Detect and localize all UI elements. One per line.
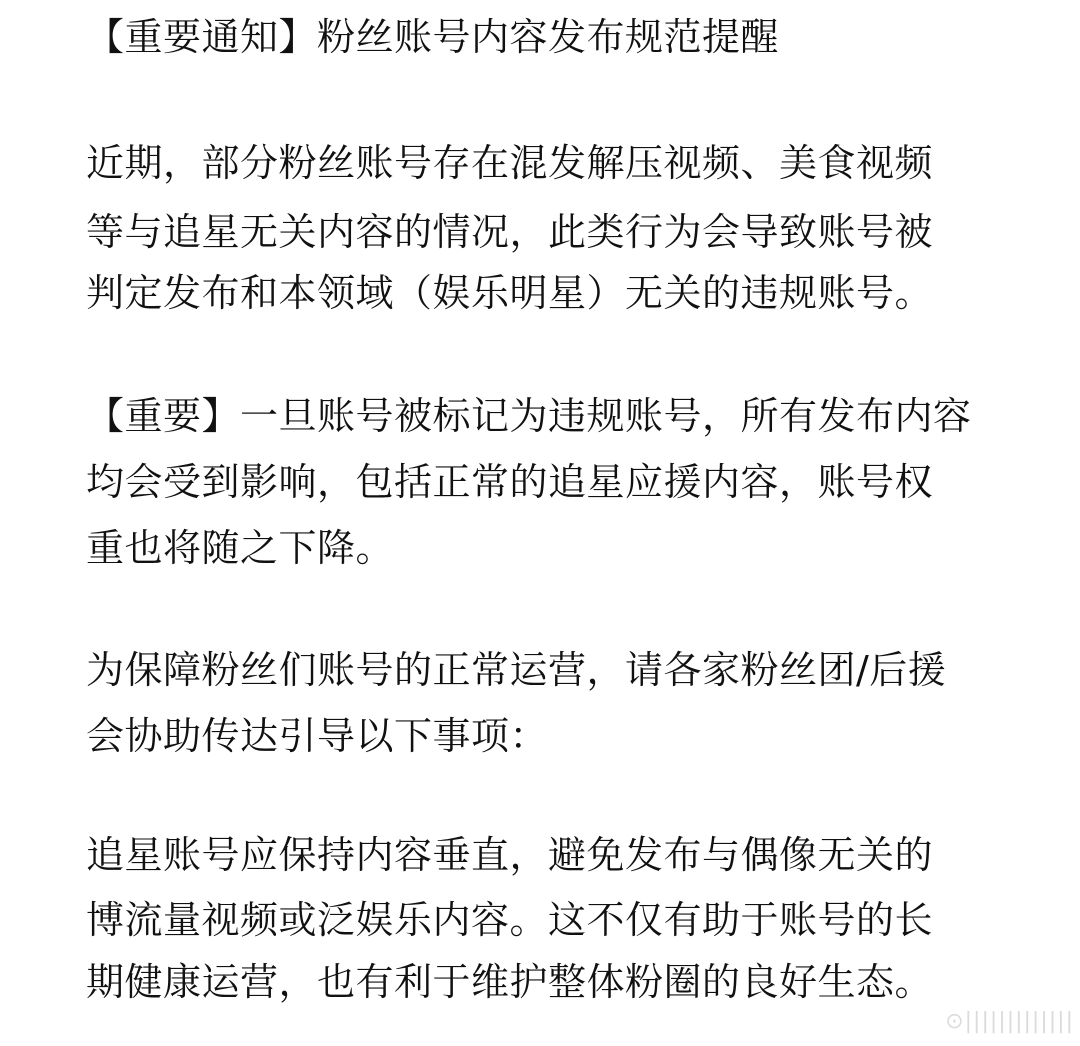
paragraph-4-line-1: 追星账号应保持内容垂直，避免发布与偶像无关的 [86, 833, 934, 877]
paragraph-1-line-2: 等与追星无关内容的情况，此类行为会导致账号被 [86, 210, 934, 254]
watermark: ⊙||||||||||||| [945, 1009, 1074, 1034]
paragraph-4-line-3: 期健康运营，也有利于维护整体粉圈的良好生态。 [86, 960, 934, 1004]
paragraph-1-line-1: 近期，部分粉丝账号存在混发解压视频、美食视频 [86, 141, 934, 185]
paragraph-3-line-2: 会协助传达引导以下事项： [86, 714, 549, 758]
paragraph-2-line-1: 【重要】一旦账号被标记为违规账号，所有发布内容 [86, 394, 972, 438]
paragraph-1-line-3: 判定发布和本领域（娱乐明星）无关的违规账号。 [86, 271, 934, 315]
paragraph-3-line-1: 为保障粉丝们账号的正常运营，请各家粉丝团/后援 [86, 648, 947, 692]
paragraph-4-line-2: 博流量视频或泛娱乐内容。这不仅有助于账号的长 [86, 898, 934, 942]
paragraph-2-line-2: 均会受到影响，包括正常的追星应援内容，账号权 [86, 460, 934, 504]
notice-title: 【重要通知】粉丝账号内容发布规范提醒 [86, 15, 780, 59]
paragraph-2-line-3: 重也将随之下降。 [86, 526, 395, 570]
